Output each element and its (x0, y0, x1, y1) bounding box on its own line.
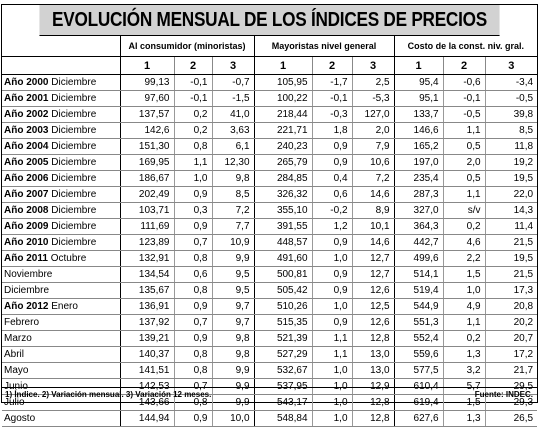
row-month: Diciembre (51, 172, 97, 184)
table-cell: 5,7 (443, 379, 485, 395)
table-cell: 0,8 (174, 395, 212, 411)
row-month: Noviembre (4, 268, 53, 280)
table-cell: 0,9 (174, 331, 212, 347)
table-cell: 610,4 (394, 379, 443, 395)
row-year: Año 2010 (4, 236, 49, 248)
table-cell: 0,7 (174, 379, 212, 395)
table-cell: 12,8 (352, 331, 394, 347)
table-cell: 8,9 (352, 203, 394, 219)
row-month: Diciembre (51, 220, 97, 232)
table-cell: 0,9 (312, 235, 352, 251)
row-month: Abril (4, 348, 25, 360)
table-cell: 0,9 (312, 155, 352, 171)
table-row (2, 411, 537, 427)
row-month: Enero (51, 300, 78, 312)
row-year: Año 2006 (4, 172, 49, 184)
table-cell: 218,44 (254, 107, 312, 123)
table-cell: 0,8 (174, 251, 212, 267)
row-month: Diciembre (51, 156, 97, 168)
table-cell: -0,6 (443, 75, 485, 91)
table-cell: 3,63 (212, 123, 254, 139)
subheader-index: 1 (120, 57, 174, 75)
table-cell: 100,22 (254, 91, 312, 107)
table-cell: 0,9 (312, 267, 352, 283)
table-cell: -0,5 (485, 91, 537, 107)
table-cell: 551,3 (394, 315, 443, 331)
table-cell: 4,9 (443, 299, 485, 315)
table-cell: 9,8 (212, 331, 254, 347)
table-cell: 0,4 (312, 171, 352, 187)
table-cell: 448,57 (254, 235, 312, 251)
table-row (2, 123, 537, 139)
table-cell: -0,1 (312, 91, 352, 107)
table-cell: -0,5 (443, 107, 485, 123)
source-note: Fuente: INDEC. (474, 390, 533, 399)
row-year: Año 2007 (4, 188, 49, 200)
table-cell: 9,8 (212, 171, 254, 187)
table-cell: 14,3 (485, 203, 537, 219)
row-year: Año 2003 (4, 124, 49, 136)
table-cell: -0,2 (312, 203, 352, 219)
table-cell: -1,7 (312, 75, 352, 91)
table-row (2, 299, 537, 315)
table-row (2, 251, 537, 267)
table-cell: 0,3 (174, 203, 212, 219)
row-year: Año 2012 (4, 300, 49, 312)
row-month: Febrero (4, 316, 40, 328)
table-cell: 134,54 (120, 267, 174, 283)
table-cell: 197,0 (394, 155, 443, 171)
table-cell: 7,7 (212, 219, 254, 235)
table-cell: 500,81 (254, 267, 312, 283)
table-cell: 13,0 (352, 347, 394, 363)
table-cell: 10,1 (352, 219, 394, 235)
table-cell: 0,9 (312, 139, 352, 155)
table-cell: 1,0 (312, 411, 352, 427)
table-cell: 9,9 (212, 379, 254, 395)
table-cell: 619,4 (394, 395, 443, 411)
table-cell: 627,6 (394, 411, 443, 427)
table-cell: 442,7 (394, 235, 443, 251)
table-row (2, 171, 537, 187)
table-cell: -1,5 (212, 91, 254, 107)
table-row (2, 267, 537, 283)
table-cell: 19,5 (485, 171, 537, 187)
table-cell: 133,7 (394, 107, 443, 123)
subheader-monthly: 2 (312, 57, 352, 75)
table-cell: 22,0 (485, 187, 537, 203)
table-cell: 10,0 (212, 411, 254, 427)
subheader-row (2, 57, 537, 75)
table-cell: 235,4 (394, 171, 443, 187)
table-cell: 1,0 (312, 379, 352, 395)
table-cell: 327,0 (394, 203, 443, 219)
table-cell: 12,7 (352, 251, 394, 267)
table-cell: 12,7 (352, 267, 394, 283)
table-cell: 151,30 (120, 139, 174, 155)
table-cell: 165,2 (394, 139, 443, 155)
table-cell: 21,5 (485, 267, 537, 283)
table-cell: 136,91 (120, 299, 174, 315)
table-cell: 142,53 (120, 379, 174, 395)
row-label (2, 283, 120, 299)
table-cell: 12,9 (352, 379, 394, 395)
table-cell: 515,35 (254, 315, 312, 331)
table-cell: 364,3 (394, 219, 443, 235)
table-row (2, 219, 537, 235)
table-row (2, 235, 537, 251)
price-index-table-panel (1, 4, 538, 424)
row-month: Octubre (50, 252, 87, 264)
row-label (2, 331, 120, 347)
table-cell: 141,51 (120, 363, 174, 379)
row-label (2, 235, 120, 251)
table-cell: 577,5 (394, 363, 443, 379)
table-cell: 132,91 (120, 251, 174, 267)
table-cell: 95,4 (394, 75, 443, 91)
table-cell: 12,8 (352, 411, 394, 427)
table-cell: 8,5 (212, 187, 254, 203)
table-row (2, 91, 537, 107)
table-cell: 19,2 (485, 155, 537, 171)
table-cell: 0,9 (174, 219, 212, 235)
table-cell: 0,8 (174, 347, 212, 363)
table-cell: 12,8 (352, 395, 394, 411)
row-month: Junio (4, 380, 28, 392)
table-cell: 1,0 (443, 283, 485, 299)
table-cell: 20,2 (485, 315, 537, 331)
group-header-construction: Costo de la const. niv. gral. (394, 36, 537, 57)
table-cell: 527,29 (254, 347, 312, 363)
table-cell: 12,6 (352, 283, 394, 299)
table-cell: 0,9 (174, 299, 212, 315)
table-cell: 499,6 (394, 251, 443, 267)
table-cell: 1,2 (312, 219, 352, 235)
table-cell: 1,5 (443, 267, 485, 283)
table-cell: 111,69 (120, 219, 174, 235)
table-row (2, 315, 537, 331)
table-cell: 1,0 (312, 299, 352, 315)
table-cell: 21,7 (485, 363, 537, 379)
table-cell: 265,79 (254, 155, 312, 171)
row-month: Diciembre (51, 124, 97, 136)
table-cell: 0,5 (443, 171, 485, 187)
row-year: Año 2002 (4, 108, 49, 120)
table-cell: 1,0 (312, 395, 352, 411)
row-year: Año 2011 (4, 252, 48, 264)
table-row (2, 75, 537, 91)
row-label (2, 315, 120, 331)
row-label (2, 299, 120, 315)
table-cell: 505,42 (254, 283, 312, 299)
table-cell: 142,6 (120, 123, 174, 139)
row-label (2, 75, 120, 91)
footnote: 1) Índice. 2) Variación mensual. 3) Variación 12 meses. (5, 390, 212, 399)
table-title: EVOLUCIÓN MENSUAL DE LOS ÍNDICES DE PRECIOS (39, 5, 499, 36)
row-label (2, 107, 120, 123)
row-year: Año 2004 (4, 140, 49, 152)
table-cell: 21,5 (485, 235, 537, 251)
table-cell: 0,7 (174, 235, 212, 251)
table-cell: 95,1 (394, 91, 443, 107)
table-cell: 0,2 (443, 219, 485, 235)
row-label (2, 155, 120, 171)
table-row (2, 187, 537, 203)
row-label (2, 219, 120, 235)
table-cell: 391,55 (254, 219, 312, 235)
table-cell: 7,2 (352, 171, 394, 187)
table-cell: 0,8 (174, 139, 212, 155)
table-cell: 20,7 (485, 331, 537, 347)
table-cell: 202,49 (120, 187, 174, 203)
table-cell: 532,67 (254, 363, 312, 379)
table-cell: 29,5 (485, 379, 537, 395)
table-cell: -0,1 (443, 91, 485, 107)
table-cell: 2,2 (443, 251, 485, 267)
subheader-yearly: 3 (352, 57, 394, 75)
table-cell: 14,6 (352, 187, 394, 203)
table-cell: 0,6 (174, 267, 212, 283)
table-cell: 11,4 (485, 219, 537, 235)
subheader-yearly: 3 (485, 57, 537, 75)
row-month: Diciembre (51, 236, 97, 248)
row-month: Diciembre (51, 204, 97, 216)
table-row (2, 107, 537, 123)
table-cell: 519,4 (394, 283, 443, 299)
table-cell: 1,8 (312, 123, 352, 139)
row-year: Año 2008 (4, 204, 49, 216)
table-cell: 0,2 (443, 331, 485, 347)
table-cell: 137,92 (120, 315, 174, 331)
corner-cell (2, 57, 120, 75)
table-cell: 491,60 (254, 251, 312, 267)
row-label (2, 267, 120, 283)
table-cell: 9,5 (212, 283, 254, 299)
table-cell: 221,71 (254, 123, 312, 139)
subheader-yearly: 3 (212, 57, 254, 75)
group-header-row (2, 36, 537, 57)
table-cell: 1,1 (443, 187, 485, 203)
row-label (2, 139, 120, 155)
table-cell: 9,9 (212, 251, 254, 267)
table-row (2, 363, 537, 379)
table-cell: 1,1 (312, 331, 352, 347)
table-cell: 1,0 (312, 251, 352, 267)
table-cell: 1,0 (174, 171, 212, 187)
subheader-index: 1 (254, 57, 312, 75)
table-cell: 0,9 (312, 315, 352, 331)
table-cell: 0,2 (174, 107, 212, 123)
table-footer (2, 387, 537, 402)
table-cell: 287,3 (394, 187, 443, 203)
table-row (2, 203, 537, 219)
row-month: Julio (4, 396, 25, 408)
table-cell: 4,6 (443, 235, 485, 251)
table-cell: 11,8 (485, 139, 537, 155)
row-label (2, 171, 120, 187)
table-cell: 0,8 (174, 363, 212, 379)
table-cell: 39,8 (485, 107, 537, 123)
table-cell: 559,6 (394, 347, 443, 363)
row-year: Año 2001 (4, 92, 49, 104)
table-cell: 1,1 (443, 315, 485, 331)
table-cell: -0,1 (174, 91, 212, 107)
row-month: Mayo (4, 364, 29, 376)
table-cell: 143,66 (120, 395, 174, 411)
corner-cell (2, 36, 120, 57)
table-cell: 13,0 (352, 363, 394, 379)
table-cell: 0,5 (443, 139, 485, 155)
table-cell: 99,13 (120, 75, 174, 91)
row-month: Marzo (4, 332, 32, 344)
row-month: Diciembre (4, 284, 50, 296)
table-cell: 139,21 (120, 331, 174, 347)
row-month: Diciembre (51, 140, 97, 152)
table-cell: 7,2 (212, 203, 254, 219)
row-month: Diciembre (51, 188, 97, 200)
table-cell: 17,3 (485, 283, 537, 299)
table-cell: 9,7 (212, 315, 254, 331)
table-cell: 2,5 (352, 75, 394, 91)
table-body (2, 75, 537, 427)
table-cell: 97,60 (120, 91, 174, 107)
table-cell: 9,9 (212, 363, 254, 379)
table-cell: 521,39 (254, 331, 312, 347)
table-cell: 1,3 (443, 347, 485, 363)
row-month: Diciembre (51, 92, 97, 104)
row-label (2, 251, 120, 267)
table-row (2, 155, 537, 171)
table-cell: 1,0 (312, 363, 352, 379)
table-cell: 240,23 (254, 139, 312, 155)
table-cell: 103,71 (120, 203, 174, 219)
table-cell: 0,9 (174, 187, 212, 203)
table-cell: -0,1 (174, 75, 212, 91)
subheader-index: 1 (394, 57, 443, 75)
table-cell: 1,1 (443, 123, 485, 139)
row-year: Año 2005 (4, 156, 49, 168)
table-cell: 169,95 (120, 155, 174, 171)
table-cell: 146,6 (394, 123, 443, 139)
table-cell: 1,1 (174, 155, 212, 171)
table-row (2, 139, 537, 155)
table-cell: 514,1 (394, 267, 443, 283)
table-cell: 29,3 (485, 395, 537, 411)
subheader-monthly: 2 (174, 57, 212, 75)
row-month: Diciembre (51, 108, 97, 120)
table-cell: 1,3 (443, 411, 485, 427)
table-cell: 3,2 (443, 363, 485, 379)
table-cell: 544,9 (394, 299, 443, 315)
group-header-consumer: Al consumidor (minoristas) (120, 36, 254, 57)
row-year: Año 2000 (4, 76, 49, 88)
price-index-table (2, 36, 537, 427)
table-cell: 8,5 (485, 123, 537, 139)
table-cell: 1,5 (443, 395, 485, 411)
table-cell: 552,4 (394, 331, 443, 347)
table-cell: 26,5 (485, 411, 537, 427)
table-cell: 20,8 (485, 299, 537, 315)
table-cell: 186,67 (120, 171, 174, 187)
table-cell: 355,10 (254, 203, 312, 219)
table-cell: -3,4 (485, 75, 537, 91)
table-cell: -0,3 (312, 107, 352, 123)
table-cell: 10,6 (352, 155, 394, 171)
row-label (2, 91, 120, 107)
table-cell: 2,0 (352, 123, 394, 139)
table-cell: -0,7 (212, 75, 254, 91)
row-label (2, 347, 120, 363)
table-cell: 19,5 (485, 251, 537, 267)
table-cell: 127,0 (352, 107, 394, 123)
table-cell: -5,3 (352, 91, 394, 107)
table-cell: 12,30 (212, 155, 254, 171)
row-label (2, 187, 120, 203)
table-cell: 144,94 (120, 411, 174, 427)
table-cell: 543,17 (254, 395, 312, 411)
table-cell: 9,8 (212, 347, 254, 363)
table-cell: 7,9 (352, 139, 394, 155)
table-cell: 9,7 (212, 299, 254, 315)
table-cell: 12,6 (352, 315, 394, 331)
row-label (2, 203, 120, 219)
row-label (2, 411, 120, 427)
subheader-monthly: 2 (443, 57, 485, 75)
table-cell: 9,5 (212, 267, 254, 283)
table-cell: s/v (443, 203, 485, 219)
row-month: Diciembre (51, 76, 97, 88)
row-month: Agosto (4, 412, 36, 424)
table-cell: 123,89 (120, 235, 174, 251)
table-cell: 1,1 (312, 347, 352, 363)
table-cell: 0,8 (174, 283, 212, 299)
row-year: Año 2009 (4, 220, 49, 232)
table-cell: 9,9 (212, 395, 254, 411)
table-cell: 137,57 (120, 107, 174, 123)
table-cell: 326,32 (254, 187, 312, 203)
table-row (2, 347, 537, 363)
table-cell: 10,9 (212, 235, 254, 251)
table-cell: 14,6 (352, 235, 394, 251)
table-cell: 17,2 (485, 347, 537, 363)
table-cell: 0,9 (312, 283, 352, 299)
table-cell: 284,85 (254, 171, 312, 187)
table-cell: 105,95 (254, 75, 312, 91)
table-cell: 41,0 (212, 107, 254, 123)
table-cell: 510,26 (254, 299, 312, 315)
table-cell: 0,7 (174, 315, 212, 331)
table-cell: 548,84 (254, 411, 312, 427)
table-cell: 537,95 (254, 379, 312, 395)
table-row (2, 331, 537, 347)
table-cell: 0,2 (174, 123, 212, 139)
row-label (2, 363, 120, 379)
table-cell: 140,37 (120, 347, 174, 363)
row-label (2, 123, 120, 139)
table-row (2, 283, 537, 299)
table-cell: 2,0 (443, 155, 485, 171)
table-cell: 6,1 (212, 139, 254, 155)
group-header-wholesale: Mayoristas nivel general (254, 36, 394, 57)
table-cell: 0,9 (174, 411, 212, 427)
table-cell: 135,67 (120, 283, 174, 299)
table-cell: 12,5 (352, 299, 394, 315)
table-cell: 0,6 (312, 187, 352, 203)
